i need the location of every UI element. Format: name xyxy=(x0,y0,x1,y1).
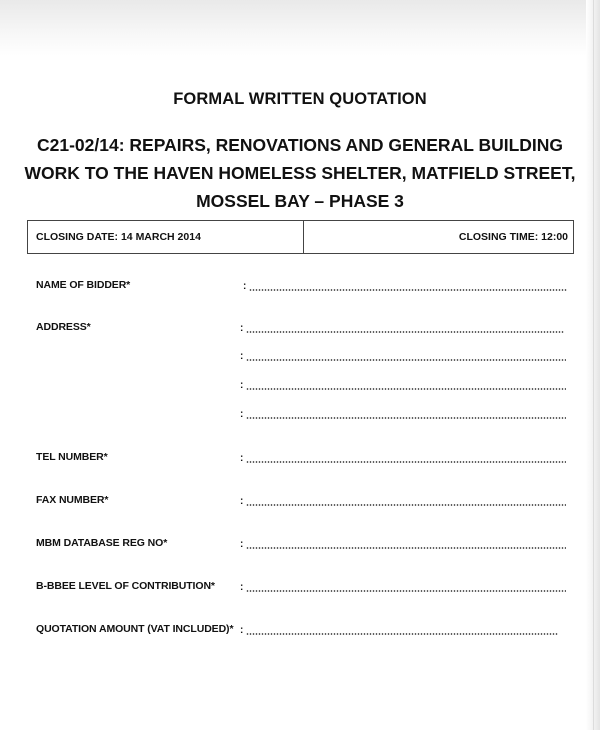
address-field-line-3[interactable] xyxy=(240,379,566,391)
bidder-name-field[interactable] xyxy=(243,280,567,292)
tender-heading-line: C21-02/14: REPAIRS, RENOVATIONS AND GENERAL BUILDING xyxy=(36,135,564,155)
dotted-line xyxy=(246,417,566,419)
dotted-line xyxy=(246,547,566,549)
address-field-line-4[interactable] xyxy=(240,408,566,420)
field-colon: : xyxy=(240,323,244,334)
document-title: FORMAL WRITTEN QUOTATION xyxy=(173,90,427,108)
dotted-line xyxy=(246,633,558,635)
tender-heading-line: MOSSEL BAY – PHASE 3 xyxy=(196,191,404,211)
closing-time-cell xyxy=(304,221,573,253)
viewer-top-shadow xyxy=(0,0,600,56)
dotted-line xyxy=(246,331,564,333)
tender-heading xyxy=(20,131,580,215)
field-colon: : xyxy=(240,453,244,464)
address-field-line-1[interactable] xyxy=(240,322,564,334)
bidder-name-label: NAME OF BIDDER* xyxy=(36,279,131,291)
bbbee-level-label: B-BBEE LEVEL OF CONTRIBUTION* xyxy=(36,580,215,592)
address-field-line-2[interactable] xyxy=(240,350,566,362)
field-colon: : xyxy=(240,409,244,420)
dotted-line xyxy=(246,359,566,361)
closing-date: CLOSING DATE: 14 MARCH 2014 xyxy=(36,231,201,243)
quotation-amount-field[interactable] xyxy=(240,624,558,636)
dotted-line xyxy=(246,504,566,506)
page-edge xyxy=(593,0,594,730)
closing-date-cell xyxy=(28,221,304,253)
closing-info-table xyxy=(27,220,574,254)
tel-number-label: TEL NUMBER* xyxy=(36,451,108,463)
tender-heading-line: WORK TO THE HAVEN HOMELESS SHELTER, MATFIELD STREET, xyxy=(24,163,576,183)
field-colon: : xyxy=(240,625,244,636)
field-colon: : xyxy=(240,539,244,550)
field-colon: : xyxy=(243,281,247,292)
field-colon: : xyxy=(240,496,244,507)
closing-time: CLOSING TIME: 12:00 xyxy=(458,231,568,243)
dotted-line xyxy=(249,289,567,291)
quotation-amount-label: QUOTATION AMOUNT (VAT INCLUDED)* xyxy=(36,623,234,635)
fax-number-label: FAX NUMBER* xyxy=(36,494,109,506)
dotted-line xyxy=(246,388,566,390)
mbm-reg-no-field[interactable] xyxy=(240,538,566,550)
fax-number-field[interactable] xyxy=(240,495,566,507)
tel-number-field[interactable] xyxy=(240,452,566,464)
field-colon: : xyxy=(240,582,244,593)
field-colon: : xyxy=(240,351,244,362)
address-label: ADDRESS* xyxy=(36,321,91,333)
dotted-line xyxy=(246,590,566,592)
bbbee-level-field[interactable] xyxy=(240,581,566,593)
mbm-reg-no-label: MBM DATABASE REG NO* xyxy=(36,537,168,549)
field-colon: : xyxy=(240,380,244,391)
dotted-line xyxy=(246,461,566,463)
